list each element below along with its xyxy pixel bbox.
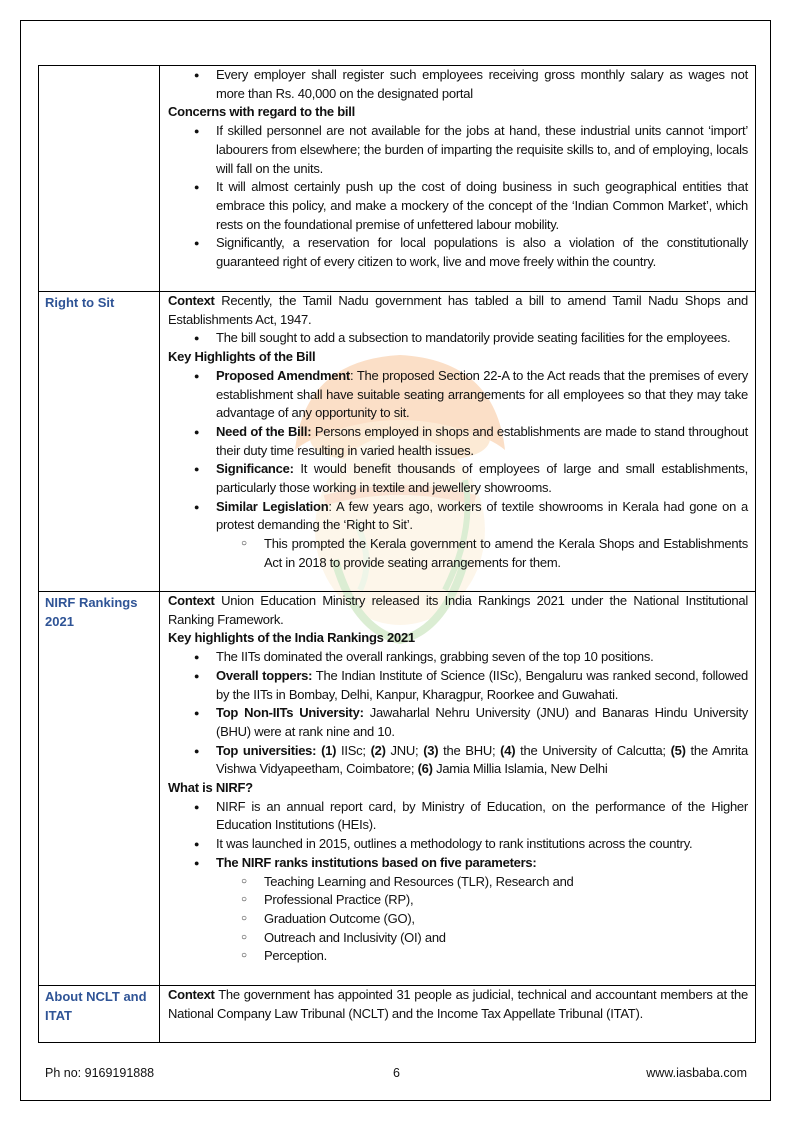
bold-lead: Top universities: <box>216 742 317 758</box>
rank-text: the Amrita Vishwa Vidyapeetham, Coimbatore; <box>216 742 749 777</box>
bullet-item <box>168 122 748 178</box>
bullet-item <box>168 798 748 835</box>
body-text: Union Education Ministry released its India Rankings 2021 under the National Institutional Ranking Framework. <box>168 593 748 627</box>
rank-number: (4) <box>500 742 516 758</box>
topic-heading: NIRF Rankings 2021 <box>45 595 138 629</box>
bold-lead: Context <box>168 293 215 308</box>
content-cell <box>160 66 756 292</box>
bullet-item <box>168 498 748 535</box>
body-text: The IITs dominated the overall rankings, grabbing seven of the top 10 positions. <box>216 649 654 665</box>
rank-text: IISc; <box>336 742 371 758</box>
bold-lead: The NIRF ranks institutions based on five parameters: <box>216 854 537 870</box>
content-cell <box>160 592 756 986</box>
rank-text: the University of Calcutta; <box>515 742 671 758</box>
rank-number: (5) <box>670 742 686 758</box>
bold-lead: Context <box>168 593 215 608</box>
body-text: Professional Practice (RP), <box>264 892 414 908</box>
bold-lead: Context <box>168 987 215 1002</box>
body-text: Significantly, a reservation for local populations is also a violation of the constitutionally guaranteed right of every citizen to work, live and move freely within the country. <box>216 235 748 270</box>
body-text: Persons employed in shops and establishments are made to stand throughout their duty time resulting in varied health issues. <box>216 423 749 458</box>
body-text: Perception. <box>264 948 328 964</box>
table-row <box>39 66 756 292</box>
body-text: Every employer shall register such employees receiving gross monthly salary as wages not more than Rs. 40,000 on the designated portal <box>216 67 748 101</box>
bullet-item <box>168 648 748 667</box>
section-heading: Key Highlights of the Bill <box>168 349 316 365</box>
bullet-item <box>168 704 748 741</box>
rank-number: (3) <box>423 742 439 758</box>
topic-cell <box>39 986 160 1043</box>
bold-lead: Top Non-IITs University: <box>216 705 364 721</box>
topic-cell <box>39 592 160 986</box>
body-text: Recently, the Tamil Nadu government has tabled a bill to amend Tamil Nadu Shops and Establishments Act, 1947. <box>168 293 748 327</box>
topic-cell <box>39 292 160 592</box>
bullet-item <box>168 178 748 234</box>
sub-bullet-item <box>168 929 748 948</box>
bold-lead: Significance: <box>216 461 294 477</box>
rank-number: (6) <box>417 761 433 777</box>
body-text: The bill sought to add a subsection to mandatorily provide seating facilities for the employees. <box>216 330 731 346</box>
sub-bullet-item <box>168 535 748 572</box>
body-text: Teaching Learning and Resources (TLR), Research and <box>264 873 574 889</box>
footer-website[interactable]: www.iasbaba.com <box>646 1066 747 1080</box>
body-text: Jawaharlal Nehru University (JNU) and Banaras Hindu University (BHU) were at rank nine and 10. <box>216 705 748 739</box>
paragraph <box>168 986 748 1023</box>
body-text: This prompted the Kerala government to amend the Kerala Shops and Establishments Act in 2018 to provide seating arrangements for them. <box>264 536 748 570</box>
bold-lead: Similar Legislation <box>216 498 329 514</box>
bullet-item <box>168 742 748 779</box>
footer-phone: Ph no: 9169191888 <box>45 1066 155 1080</box>
sub-bullet-item <box>168 910 748 929</box>
bold-lead: Overall toppers: <box>216 667 313 683</box>
section-heading: Key highlights of the India Rankings 2021 <box>168 630 415 646</box>
footer-page-number: 6 <box>393 1066 400 1080</box>
body-text: The government has appointed 31 people as judicial, technical and accountant members at the National Company Law Tribunal (NCLT) and the Income Tax Appellate Tribunal (ITAT). <box>168 987 748 1021</box>
rank-text: Jamia Millia Islamia, New Delhi <box>432 761 608 777</box>
bold-lead: Proposed Amendment <box>216 367 351 383</box>
sub-bullet-item <box>168 891 748 910</box>
section-heading: Concerns with regard to the bill <box>168 104 356 120</box>
rank-text: the BHU; <box>438 742 501 758</box>
table-row <box>39 986 756 1043</box>
section-heading: What is NIRF? <box>168 780 253 796</box>
body-text: : The proposed Section 22-A to the Act reads that the premises of every establishment shall have suitable seating arrangements for all employees so that they may take advantage of any opportunity to sit. <box>216 367 748 421</box>
content-cell <box>160 986 756 1043</box>
sub-bullet-item <box>168 873 748 892</box>
paragraph <box>168 592 748 629</box>
body-text: NIRF is an annual report card, by Ministry of Education, on the performance of the Higher Education Institutions (HEIs). <box>216 798 748 833</box>
bullet-item <box>168 835 748 854</box>
bullet-item <box>168 66 748 103</box>
body-text: Outreach and Inclusivity (OI) and <box>264 929 446 945</box>
topic-heading: Right to Sit <box>45 295 115 310</box>
body-text: If skilled personnel are not available for the jobs at hand, these industrial units cannot ‘import’ labourers from elsewhere; the burden of imparting the requisite skills to, and of employing, locals will fall on the units. <box>216 123 748 176</box>
sub-bullet-item <box>168 947 748 966</box>
body-text: The Indian Institute of Science (IISc), Bengaluru was ranked second, followed by the IITs in Bombay, Delhi, Kanpur, Kharagpur, Roorkee and Guwahati. <box>216 667 748 702</box>
body-text: Graduation Outcome (GO), <box>264 910 415 926</box>
bullet-item <box>168 854 748 873</box>
topic-cell <box>39 66 160 292</box>
rank-text: JNU; <box>385 742 424 758</box>
body-text: : A few years ago, workers of textile showrooms in Kerala had gone on a protest demanding the ‘Right to Sit’. <box>216 498 748 533</box>
body-text: It will almost certainly push up the cost of doing business in such geographical entities that embrace this policy, and make a mockery of the concept of the ‘Indian Common Market’, which rests on the foundational premise of unfettered labour mobility. <box>216 179 748 232</box>
bullet-item <box>168 234 748 271</box>
bullet-item <box>168 367 748 423</box>
bullet-item <box>168 423 748 460</box>
body-text: It would benefit thousands of employees of large and small establishments, particularly those working in textile and jewellery showrooms. <box>216 461 748 496</box>
rank-number: (1) <box>321 742 337 758</box>
topic-heading: About NCLT and ITAT <box>45 989 147 1023</box>
table-row <box>39 292 756 592</box>
content-table <box>38 65 756 1043</box>
bold-lead: Need of the Bill: <box>216 423 312 439</box>
table-row <box>39 592 756 986</box>
bullet-item <box>168 667 748 704</box>
bullet-item <box>168 460 748 497</box>
bullet-item <box>168 329 748 348</box>
paragraph <box>168 292 748 329</box>
rank-number: (2) <box>370 742 386 758</box>
content-cell <box>160 292 756 592</box>
body-text: It was launched in 2015, outlines a methodology to rank institutions across the country. <box>216 836 693 852</box>
